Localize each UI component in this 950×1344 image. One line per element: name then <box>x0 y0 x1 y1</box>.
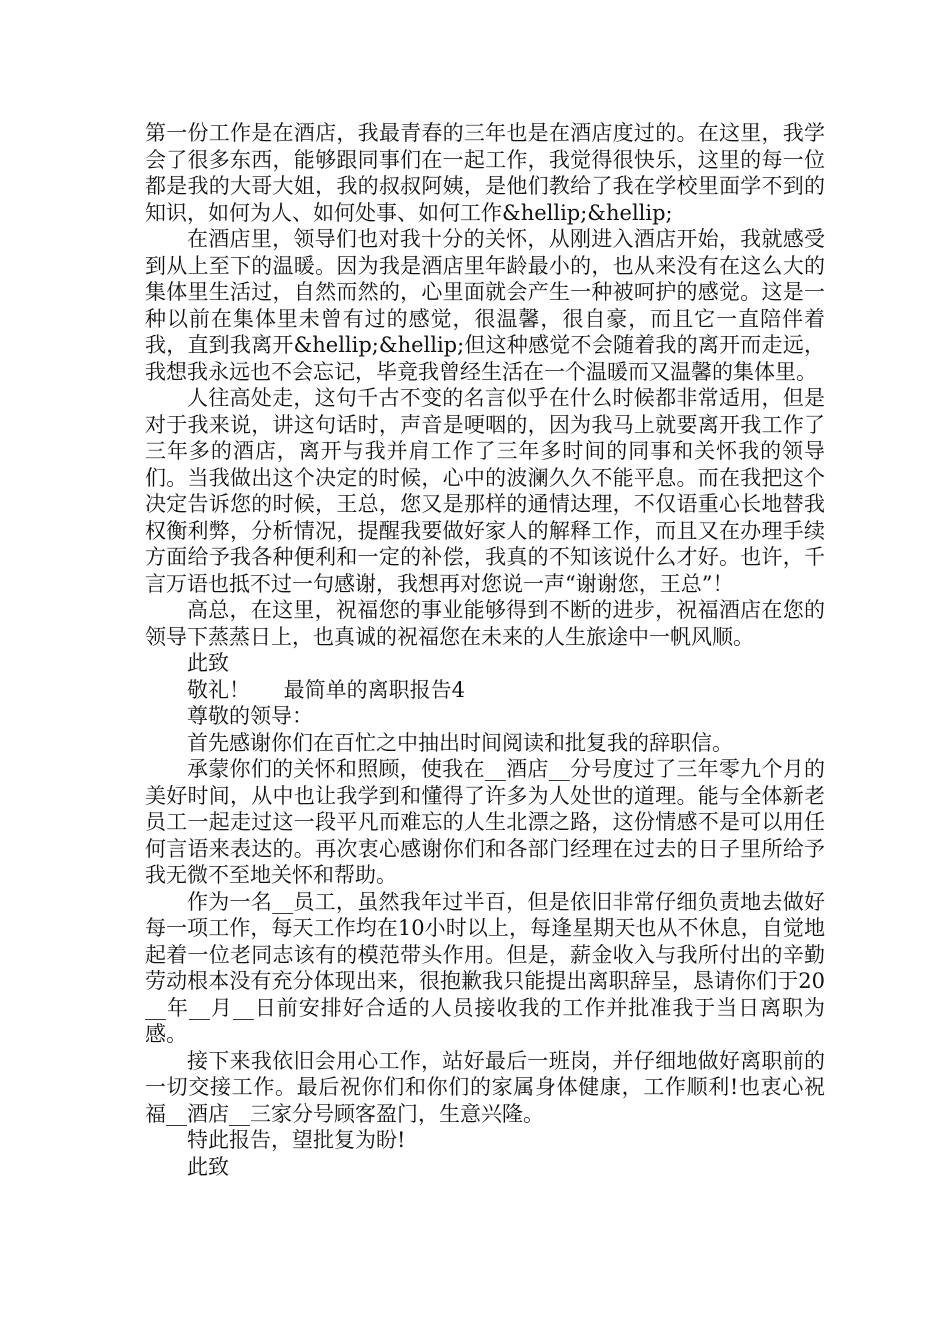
paragraph-blessing: 高总，在这里，祝福您的事业能够得到不断的进步，祝福酒店在您的领导下蒸蒸日上，也真诚的祝福您在未来的人生旅途中一帆风顺。 <box>145 598 825 649</box>
paragraph-thanks: 首先感谢你们在百忙之中抽出时间阅读和批复我的辞职信。 <box>187 730 733 755</box>
paragraph-gratitude: 承蒙你们的关怀和照顾，使我在__酒店__分号度过了三年零九个月的美好时间，从中也让我学到和懂得了许多为人处世的道理。能与全体新老员工一起走过这一段平凡而难忘的人生北漂之路，这份情感不是可以用任何言语来表达的。再次衷心感谢你们和各部门经理在过去的日子里所给予我无微不至地关怀和帮助。 <box>145 757 825 887</box>
greeting: 尊敬的领导： <box>187 704 313 728</box>
closing-salute: 敬礼！ <box>187 677 250 702</box>
paragraph-hotel-first-job: 第一份工作是在酒店，我最青春的三年也是在酒店度过的。在这里，我学会了很多东西，能够跟同事们在一起工作，我觉得很快乐，这里的每一位都是我的大哥大姐，我的叔叔阿姨，是他们教给了我在学校里面学不到的知识，如何为人、如何处事、如何工作&hellip;&hellip; <box>145 121 825 225</box>
closing-cizhi-2: 此致 <box>187 1154 229 1179</box>
salute-line <box>145 677 825 704</box>
document-page <box>145 120 825 1180</box>
paragraph-leaving-decision: 人往高处走，这句千古不变的名言似乎在什么时候都非常适用，但是对于我来说，讲这句话时，声音是哽咽的，因为我马上就要离开我工作了三年多的酒店，离开与我并肩工作了三年多时间的同事和关怀我的领导们。当我做出这个决定的时候，心中的波澜久久不能平息。而在我把这个决定告诉您的时候，王总，您又是那样的通情达理，不仅语重心长地替我权衡利弊，分析情况，提醒我要做好家人的解释工作，而且又在办理手续方面给予我各种便利和一定的补偿，我真的不知该说什么才好。也许，千言万语也抵不过一句感谢，我想再对您说一声“谢谢您，王总”！ <box>145 386 825 596</box>
paragraph-resignation-reason: 作为一名__员工，虽然我年过半百，但是依旧非常仔细负责地去做好每一项工作，每天工作均在10小时以上，每逢星期天也从不休息，自觉地起着一位老同志该有的模范带头作用。但是，薪金收入与我所付出的辛勤劳动根本没有充分体现出来，很抱歉我只能提出离职辞呈，恳请你们于20__年__月__日前安排好合适的人员接收我的工作并批准我于当日离职为感。 <box>145 889 825 1046</box>
paragraph-leaders-care: 在酒店里，领导们也对我十分的关怀，从刚进入酒店开始，我就感受到从上至下的温暖。因为我是酒店里年龄最小的，也从来没有在这么大的集体里生活过，自然而然的，心里面就会产生一种被呵护的感觉。这是一种以前在集体里未曾有过的感觉，很温馨，很自豪，而且它一直陪伴着我，直到我离开&hellip;&hellip;但这种感觉不会随着我的离开而走远，我想我永远也不会忘记，毕竟我曾经生活在一个温暖而又温馨的集体里。 <box>145 227 825 384</box>
section-heading: 最简单的离职报告4 <box>283 677 465 702</box>
closing-cizhi: 此致 <box>187 651 229 675</box>
paragraph-report-request: 特此报告，望批复为盼! <box>187 1128 406 1152</box>
paragraph-handover: 接下来我依旧会用心工作，站好最后一班岗，并仔细地做好离职前的一切交接工作。最后祝你们和你们的家属身体健康，工作顺利!也衷心祝福__酒店__三家分号顾客盈门，生意兴隆。 <box>145 1048 825 1126</box>
